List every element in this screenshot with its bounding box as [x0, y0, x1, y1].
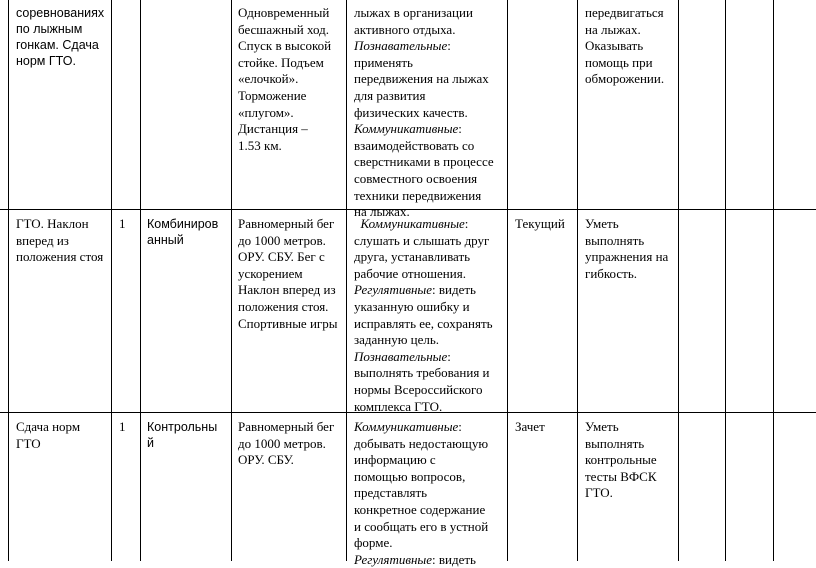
result-cell: Уметь выполнять упражнения на гибкость.: [585, 216, 669, 281]
lesson-content-cell: Одновременный бесшажный ход. Спуск в высокой стойке. Подъем «елочкой». Торможение «плугом». Дистанция – 1.53 км.: [238, 5, 332, 153]
lesson-type-cell: Комбиниров анный: [147, 217, 219, 247]
lesson-topic-cell: ГТО. Наклон вперед из положения стоя: [16, 216, 104, 265]
lesson-type-cell: Контрольны й: [147, 420, 218, 450]
grid-line: [346, 0, 347, 561]
grid-line: [231, 0, 232, 561]
result-cell: Уметь выполнять контрольные тесты ВФСК ГТО.: [585, 419, 657, 501]
control-cell: Зачет: [515, 419, 545, 434]
grid-line: [507, 0, 508, 561]
grid-line: [678, 0, 679, 561]
lesson-content-cell: Равномерный бег до 1000 метров. ОРУ. СБУ. Бег с ускорением Наклон вперед из положения стоя. Спортивные игры: [238, 216, 338, 331]
uud-cell: Коммуникативные: слушать и слышать друг друга, устанавливать рабочие отношения. Регулятивные: видеть указанную ошибку и исправлять ее, сохранять заданную цель. Познавательные: выполнять требования и нормы Всероссийского комплекса ГТО.: [354, 216, 493, 414]
hours-cell: 1: [119, 216, 126, 231]
result-cell: передвигаться на лыжах. Оказывать помощь при обморожении.: [585, 5, 665, 87]
grid-line: [577, 0, 578, 561]
lesson-topic-cell: соревнованиях по лыжным гонкам. Сдача норм ГТО.: [16, 6, 105, 68]
grid-line: [140, 0, 141, 561]
hours-cell: 1: [119, 419, 126, 434]
lesson-topic-cell: Сдача норм ГТО: [16, 419, 81, 451]
grid-line: [8, 0, 9, 561]
uud-cell: лыжах в организации активного отдыха. Познавательные: применять передвижения на лыжах для развития физических качеств. Коммуникативные: взаимодействовать со сверстниками в процессе совместного освоения техники передвижения на лыжах.: [354, 5, 494, 220]
grid-line: [773, 0, 774, 561]
control-cell: Текущий: [515, 216, 565, 231]
uud-cell: Коммуникативные: добывать недостающую информацию с помощью вопросов, представлять конкретное содержание и сообщать его в устной форме. Регулятивные: видеть: [354, 419, 489, 567]
grid-line: [111, 0, 112, 561]
lesson-content-cell: Равномерный бег до 1000 метров. ОРУ. СБУ.: [238, 419, 335, 468]
grid-line: [725, 0, 726, 561]
